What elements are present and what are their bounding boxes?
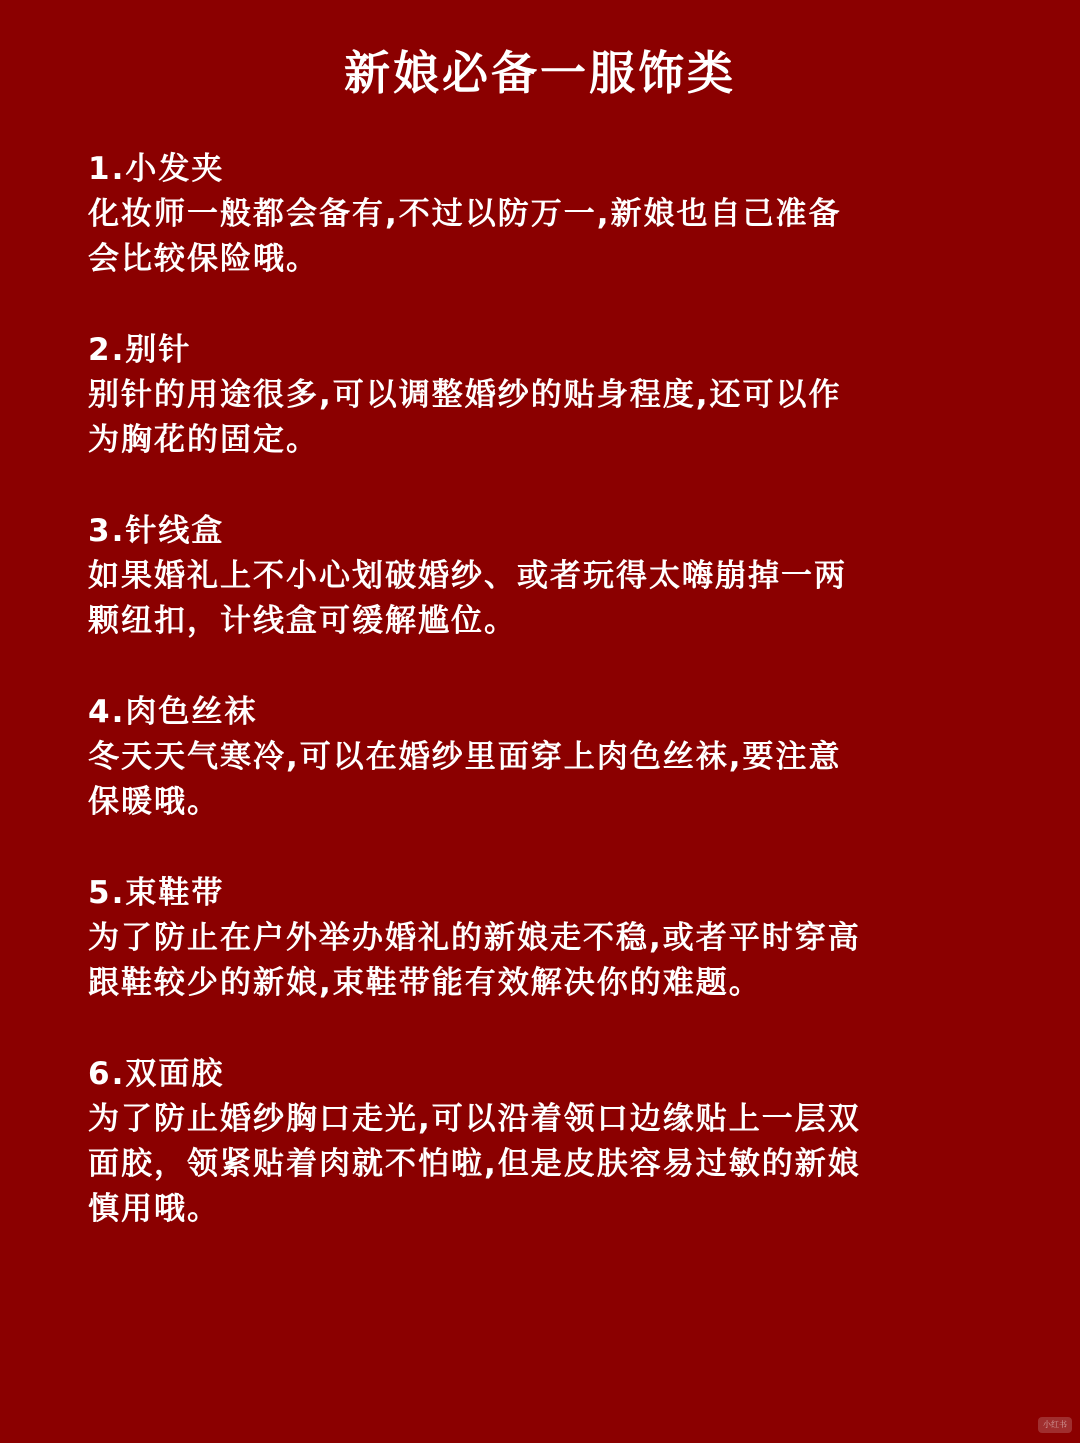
item-list bbox=[88, 146, 1008, 1277]
item-body: 化妆师一般都会备有,不过以防万一,新娘也自己准备 会比较保险哦。 bbox=[88, 196, 842, 277]
item-heading: 4.肉色丝袜 bbox=[88, 694, 258, 730]
item-heading: 5.束鞋带 bbox=[88, 875, 225, 911]
item-heading: 3.针线盒 bbox=[88, 513, 225, 549]
item-body: 如果婚礼上不小心划破婚纱、或者玩得太嗨崩掉一两 颗纽扣，计线盒可缓解尴位。 bbox=[88, 558, 847, 639]
item-body: 为了防止婚纱胸口走光,可以沿着领口边缘贴上一层双 面胶，领紧贴着肉就不怕啦,但是皮肤容易过敏的新娘 慎用哦。 bbox=[88, 1101, 861, 1227]
list-item bbox=[88, 689, 1008, 825]
item-body: 冬天天气寒冷,可以在婚纱里面穿上肉色丝袜,要注意 保暖哦。 bbox=[88, 739, 842, 820]
item-body: 别针的用途很多,可以调整婚纱的贴身程度,还可以作 为胸花的固定。 bbox=[88, 377, 842, 458]
list-item bbox=[88, 508, 1008, 644]
item-heading: 6.双面胶 bbox=[88, 1056, 225, 1092]
page-title: 新娘必备一服饰类 bbox=[344, 46, 736, 100]
watermark-logo: 小红书 bbox=[1038, 1417, 1072, 1433]
item-body: 为了防止在户外举办婚礼的新娘走不稳,或者平时穿高 跟鞋较少的新娘,束鞋带能有效解决你的难题。 bbox=[88, 920, 861, 1001]
list-item bbox=[88, 327, 1008, 463]
list-item bbox=[88, 1051, 1008, 1232]
list-item bbox=[88, 870, 1008, 1006]
item-heading: 1.小发夹 bbox=[88, 151, 225, 187]
item-heading: 2.别针 bbox=[88, 332, 192, 368]
list-item bbox=[88, 146, 1008, 282]
